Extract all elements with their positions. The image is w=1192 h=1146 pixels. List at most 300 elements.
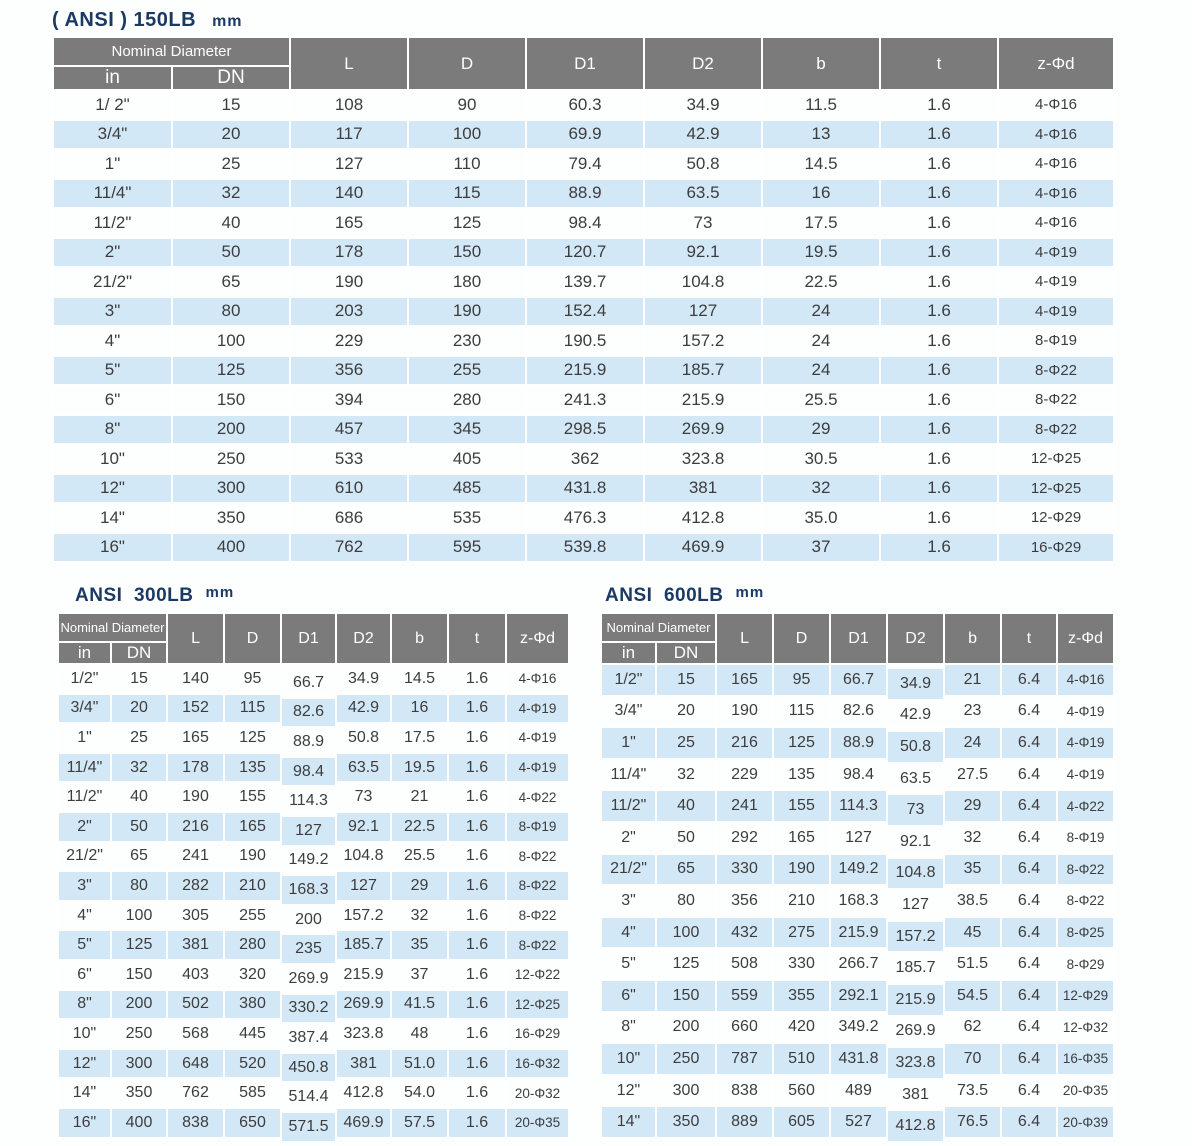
table-cell: 4-Φ19 [1057,727,1114,759]
table-cell: 6.4 [1001,980,1057,1012]
table-cell: 1/2" [601,664,656,696]
table-cell: 12-Φ25 [998,444,1114,474]
table-cell: 63.5 [336,753,391,783]
table-cell: 405 [408,444,526,474]
table-cell: 255 [408,356,526,386]
table-cell: 51.5 [944,948,1001,980]
table-cell: 95 [224,664,281,694]
table-cell: 54.0 [391,1078,448,1108]
table-cell: 349.2 [830,1012,887,1044]
table-cell: 98.4 [526,208,644,238]
table-cell: 292 [716,822,773,854]
table-row [58,990,569,1020]
table-cell: 255 [224,901,281,931]
table-cell: 21/2" [58,842,111,872]
table-cell: 21/2" [53,267,172,297]
table-cell: 559 [716,980,773,1012]
table-cell: 16" [53,533,172,563]
table-unit-label: mm [205,584,235,601]
header-col-t: t [1001,613,1057,664]
table-cell: 8-Φ22 [998,385,1114,415]
table-cell: 6.4 [1001,1012,1057,1044]
table-cell: 15 [172,90,290,120]
table-cell: 432 [716,917,773,949]
table-cell: 323.8 [644,444,762,474]
table-cell: 4-Φ16 [506,664,569,694]
table-row [58,1108,569,1138]
table-cell: 1.6 [880,179,998,209]
table-cell: 266.7 [830,948,887,980]
table-section-300lb [57,584,568,1139]
table-cell: 241 [167,842,224,872]
table-cell: 4-Φ19 [998,267,1114,297]
table-cell: 25 [172,149,290,179]
table-cell: 8-Φ22 [998,415,1114,445]
table-cell: 50 [656,822,716,854]
table-cell: 6.4 [1001,727,1057,759]
table-cell: 157.2 [336,901,391,931]
table-row [601,1106,1114,1138]
table-cell: 25 [111,723,167,753]
table-cell: 6.4 [1001,1075,1057,1107]
table-cell: 269.9 [281,964,336,994]
table-cell: 1.6 [448,1049,506,1079]
table-row [601,822,1114,854]
header-col-b: b [944,613,1001,664]
table-cell: 80 [172,297,290,327]
table-cell: 533 [290,444,408,474]
table-row [601,1012,1114,1044]
table-row [58,723,569,753]
table-row [53,120,1114,150]
table-cell: 8-Φ19 [1057,822,1114,854]
table-cell: 229 [716,759,773,791]
table-cell: 100 [172,326,290,356]
header-col-d1: D1 [830,613,887,664]
table-section-150lb [52,8,1113,563]
table-cell: 32 [944,822,1001,854]
table-cell: 560 [773,1075,830,1107]
table-cell: 6" [53,385,172,415]
table-cell: 1.6 [880,385,998,415]
table-row [53,238,1114,268]
table-cell: 200 [281,905,336,935]
table-cell: 3/4" [58,694,111,724]
table-cell: 190 [716,696,773,728]
table-cell: 10" [601,1043,656,1075]
table-cell: 200 [111,990,167,1020]
table-cell: 14.5 [762,149,880,179]
table-cell: 21/2" [601,854,656,886]
table-cell: 8" [53,415,172,445]
table-cell: 149.2 [830,854,887,886]
table-cell: 1.6 [880,267,998,297]
table-cell: 1.6 [448,901,506,931]
table-cell: 20-Φ32 [506,1078,569,1108]
table-cell: 190 [290,267,408,297]
table-cell: 1.6 [448,960,506,990]
table-cell: 300 [656,1075,716,1107]
table-cell: 660 [716,1012,773,1044]
table-cell: 6.4 [1001,948,1057,980]
header-nominal-diameter: Nominal Diameter [53,37,290,66]
table-cell: 216 [167,812,224,842]
table-cell: 838 [167,1108,224,1138]
table-cell: 527 [830,1106,887,1138]
table-cell: 380 [224,990,281,1020]
dimension-table-300lb [57,612,570,1139]
table-cell: 98.4 [281,757,336,787]
table-cell: 300 [172,474,290,504]
table-cell: 125 [656,948,716,980]
header-col-dn: DN [172,66,290,90]
table-row [601,696,1114,728]
table-cell: 210 [224,871,281,901]
table-cell: 127 [290,149,408,179]
table-cell: 16 [391,694,448,724]
table-cell: 29 [391,871,448,901]
table-row [53,385,1114,415]
table-cell: 135 [224,753,281,783]
table-cell: 32 [172,179,290,209]
table-cell: 394 [290,385,408,415]
table-cell: 8" [601,1012,656,1044]
table-cell: 5" [53,356,172,386]
table-cell: 17.5 [391,723,448,753]
header-col-b: b [762,37,880,90]
table-row [58,930,569,960]
table-row [53,149,1114,179]
table-cell: 24 [762,326,880,356]
table-cell: 32 [111,753,167,783]
table-cell: 8-Φ22 [506,871,569,901]
table-cell: 1.6 [880,533,998,563]
table-cell: 100 [656,917,716,949]
table-unit-label: mm [212,13,243,30]
table-cell: 356 [290,356,408,386]
table-cell: 1.6 [880,474,998,504]
table-cell: 4-Φ16 [998,208,1114,238]
table-cell: 431.8 [830,1043,887,1075]
table-cell: 215.9 [526,356,644,386]
table-cell: 1.6 [448,782,506,812]
table-cell: 50.8 [887,731,944,763]
table-cell: 4-Φ19 [506,723,569,753]
table-cell: 125 [224,723,281,753]
table-cell: 520 [224,1049,281,1079]
table-cell: 269.9 [336,990,391,1020]
table-cell: 6" [601,980,656,1012]
table-row [53,415,1114,445]
table-cell: 20-Φ39 [1057,1106,1114,1138]
table-row [58,782,569,812]
header-col-t: t [448,613,506,664]
table-cell: 381 [887,1079,944,1111]
table-cell: 235 [281,934,336,964]
table-cell: 4-Φ16 [998,149,1114,179]
table-cell: 345 [408,415,526,445]
table-cell: 305 [167,901,224,931]
table-cell: 450.8 [281,1053,336,1083]
table-cell: 323.8 [887,1047,944,1079]
table-cell: 203 [290,297,408,327]
table-cell: 14" [58,1078,111,1108]
table-cell: 125 [111,930,167,960]
table-cell: 1.6 [880,149,998,179]
table-cell: 215.9 [830,917,887,949]
table-cell: 11/4" [58,753,111,783]
table-cell: 323.8 [336,1019,391,1049]
table-cell: 1.6 [880,444,998,474]
table-body-600lb [601,664,1114,1138]
table-cell: 69.9 [526,120,644,150]
table-row [53,326,1114,356]
table-cell: 25.5 [391,842,448,872]
table-cell: 1.6 [448,694,506,724]
table-cell: 350 [656,1106,716,1138]
table-row [53,267,1114,297]
table-cell: 27.5 [944,759,1001,791]
table-cell: 63.5 [644,179,762,209]
table-cell: 100 [408,120,526,150]
table-cell: 571.5 [281,1112,336,1142]
table-cell: 34.9 [336,664,391,694]
table-cell: 88.9 [281,727,336,757]
table-cell: 489 [830,1075,887,1107]
table-cell: 50 [111,812,167,842]
table-row [53,208,1114,238]
table-row [58,1049,569,1079]
table-cell: 11.5 [762,90,880,120]
table-cell: 73 [887,794,944,826]
table-cell: 92.1 [644,238,762,268]
table-cell: 32 [391,901,448,931]
table-cell: 6.4 [1001,822,1057,854]
table-cell: 25.5 [762,385,880,415]
header-col-b: b [391,613,448,664]
table-cell: 165 [716,664,773,696]
table-cell: 190 [773,854,830,886]
table-title-600lb [600,584,1113,612]
table-cell: 125 [408,208,526,238]
table-cell: 1.6 [448,990,506,1020]
table-cell: 65 [111,842,167,872]
table-cell: 50.8 [644,149,762,179]
table-cell: 35 [391,930,448,960]
table-cell: 6.4 [1001,696,1057,728]
table-cell: 4-Φ19 [998,297,1114,327]
table-cell: 12" [601,1075,656,1107]
table-cell: 4-Φ22 [1057,790,1114,822]
table-cell: 15 [111,664,167,694]
table-cell: 92.1 [887,826,944,858]
table-cell: 35.0 [762,503,880,533]
table-cell: 6.4 [1001,759,1057,791]
table-row [601,1075,1114,1107]
table-cell: 762 [167,1078,224,1108]
table-row [601,885,1114,917]
table-cell: 568 [167,1019,224,1049]
table-cell: 330.2 [281,994,336,1024]
table-cell: 4-Φ19 [998,238,1114,268]
table-cell: 4-Φ19 [506,753,569,783]
table-cell: 4-Φ19 [506,694,569,724]
header-col-d1: D1 [526,37,644,90]
table-cell: 3" [601,885,656,917]
header-col-in: in [601,642,656,664]
table-cell: 362 [526,444,644,474]
table-cell: 15 [656,664,716,696]
table-cell: 1.6 [448,812,506,842]
table-row [53,297,1114,327]
table-cell: 190 [167,782,224,812]
table-cell: 21 [944,664,1001,696]
table-cell: 215.9 [887,984,944,1016]
table-cell: 165 [167,723,224,753]
table-title-text: ( ANSI ) 150LB [52,9,197,31]
table-cell: 12" [53,474,172,504]
table-cell: 24 [762,297,880,327]
table-cell: 2" [601,822,656,854]
table-cell: 168.3 [281,875,336,905]
table-cell: 22.5 [391,812,448,842]
table-cell: 4" [53,326,172,356]
table-row [601,948,1114,980]
table-cell: 104.8 [644,267,762,297]
table-cell: 292.1 [830,980,887,1012]
table-cell: 1.6 [880,120,998,150]
table-cell: 190.5 [526,326,644,356]
table-cell: 82.6 [281,698,336,728]
table-cell: 127 [336,871,391,901]
table-cell: 54.5 [944,980,1001,1012]
table-cell: 4" [58,901,111,931]
table-cell: 60.3 [526,90,644,120]
dimension-table-150lb [52,36,1115,563]
table-cell: 20-Φ35 [506,1108,569,1138]
table-cell: 24 [944,727,1001,759]
header-col-in: in [58,642,111,664]
table-cell: 6.4 [1001,885,1057,917]
table-cell: 330 [773,948,830,980]
table-cell: 150 [111,960,167,990]
table-cell: 1" [601,727,656,759]
table-cell: 20 [656,696,716,728]
table-cell: 140 [167,664,224,694]
table-cell: 1.6 [880,208,998,238]
table-row [58,753,569,783]
table-row [58,901,569,931]
table-cell: 185.7 [644,356,762,386]
table-cell: 8-Φ22 [1057,854,1114,886]
table-cell: 387.4 [281,1023,336,1053]
table-cell: 16-Φ35 [1057,1043,1114,1075]
table-cell: 13 [762,120,880,150]
table-row [58,1019,569,1049]
table-cell: 6.4 [1001,790,1057,822]
table-cell: 152.4 [526,297,644,327]
table-cell: 4-Φ16 [998,90,1114,120]
table-cell: 127 [644,297,762,327]
table-cell: 8-Φ22 [1057,885,1114,917]
table-cell: 125 [773,727,830,759]
table-cell: 14.5 [391,664,448,694]
table-cell: 11/2" [58,782,111,812]
table-cell: 412.8 [336,1078,391,1108]
table-cell: 1.6 [880,356,998,386]
table-cell: 508 [716,948,773,980]
table-cell: 150 [172,385,290,415]
table-cell: 12-Φ25 [998,474,1114,504]
table-cell: 178 [290,238,408,268]
table-row [58,1078,569,1108]
table-cell: 280 [224,930,281,960]
table-cell: 125 [172,356,290,386]
table-cell: 1.6 [880,503,998,533]
table-cell: 787 [716,1043,773,1075]
table-cell: 200 [656,1012,716,1044]
table-cell: 37 [762,533,880,563]
table-cell: 539.8 [526,533,644,563]
table-cell: 45 [944,917,1001,949]
table-cell: 21 [391,782,448,812]
table-cell: 63.5 [887,763,944,795]
table-cell: 12-Φ25 [506,990,569,1020]
table-cell: 38.5 [944,885,1001,917]
table-cell: 457 [290,415,408,445]
table-cell: 241 [716,790,773,822]
table-cell: 37 [391,960,448,990]
table-cell: 403 [167,960,224,990]
table-cell: 535 [408,503,526,533]
table-cell: 215.9 [336,960,391,990]
table-cell: 19.5 [762,238,880,268]
table-cell: 8-Φ19 [506,812,569,842]
table-cell: 42.9 [336,694,391,724]
header-col-l: L [167,613,224,664]
table-cell: 73 [644,208,762,238]
table-cell: 1.6 [880,90,998,120]
header-col-dn: DN [111,642,167,664]
table-body-300lb [58,664,569,1138]
table-row [601,917,1114,949]
table-cell: 250 [111,1019,167,1049]
table-cell: 355 [773,980,830,1012]
table-cell: 1.6 [880,415,998,445]
table-cell: 40 [111,782,167,812]
table-cell: 82.6 [830,696,887,728]
table-cell: 155 [773,790,830,822]
table-row [53,179,1114,209]
table-cell: 73 [336,782,391,812]
table-cell: 115 [773,696,830,728]
table-cell: 100 [111,901,167,931]
table-row [601,759,1114,791]
table-cell: 412.8 [644,503,762,533]
header-col-zphid: z-Φd [506,613,569,664]
table-cell: 1.6 [880,238,998,268]
table-row [601,854,1114,886]
table-cell: 22.5 [762,267,880,297]
table-cell: 485 [408,474,526,504]
table-cell: 8-Φ22 [998,356,1114,386]
header-col-t: t [880,37,998,90]
table-section-600lb [600,584,1113,1139]
table-cell: 127 [830,822,887,854]
table-cell: 11/4" [53,179,172,209]
table-cell: 16 [762,179,880,209]
table-cell: 66.7 [830,664,887,696]
